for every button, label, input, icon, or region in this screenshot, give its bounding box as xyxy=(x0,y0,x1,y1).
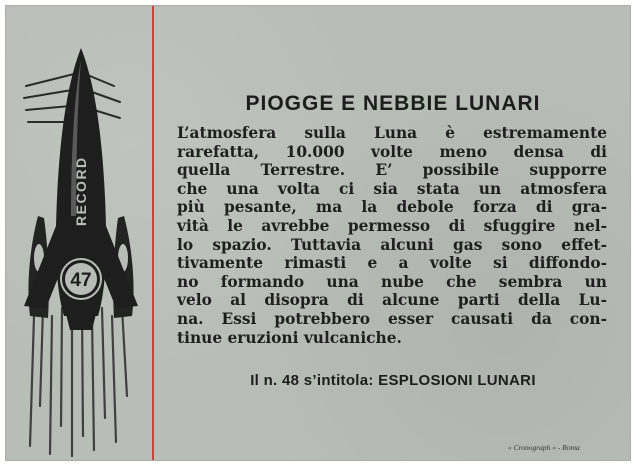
printer-credit: « Cronograph » - Roma xyxy=(508,443,580,452)
card-body-text xyxy=(177,124,607,347)
rocket-label: RECORD xyxy=(73,156,89,226)
next-card-notice: Il n. 48 s’intitola: ESPLOSIONI LUNARI xyxy=(250,372,536,389)
trading-card xyxy=(6,6,630,460)
card-number: 47 xyxy=(70,270,92,291)
body-line: na. Essi potrebbero esser causati da con- xyxy=(177,309,607,328)
card-title: PIOGGE E NEBBIE LUNARI xyxy=(245,92,541,115)
body-line: lo spazio. Tuttavia alcuni gas sono effet- xyxy=(177,235,607,254)
body-line: tinue eruzioni vulcaniche. xyxy=(177,328,402,347)
rocket-icon xyxy=(16,46,146,460)
rocket-illustration xyxy=(16,46,146,460)
red-margin-rule xyxy=(152,6,154,460)
body-line: quella Terrestre. E’ possibile supporre xyxy=(177,161,607,180)
body-line: rarefatta, 10.000 volte meno densa di xyxy=(177,142,607,161)
body-line: che una volta ci sia stata un atmosfera xyxy=(177,179,607,198)
body-line: L’atmosfera sulla Luna è estremamente xyxy=(177,124,607,142)
body-line: più pesante, ma la debole forza di gra- xyxy=(177,198,607,217)
body-line: tivamente rimasti e a volte si diffondo- xyxy=(177,254,607,273)
body-line: no formando una nube che sembra un xyxy=(177,272,607,291)
body-line: vità le avrebbe permesso di sfuggire nel- xyxy=(177,216,607,235)
body-line: velo al disopra di alcune parti della Lu- xyxy=(177,291,607,310)
